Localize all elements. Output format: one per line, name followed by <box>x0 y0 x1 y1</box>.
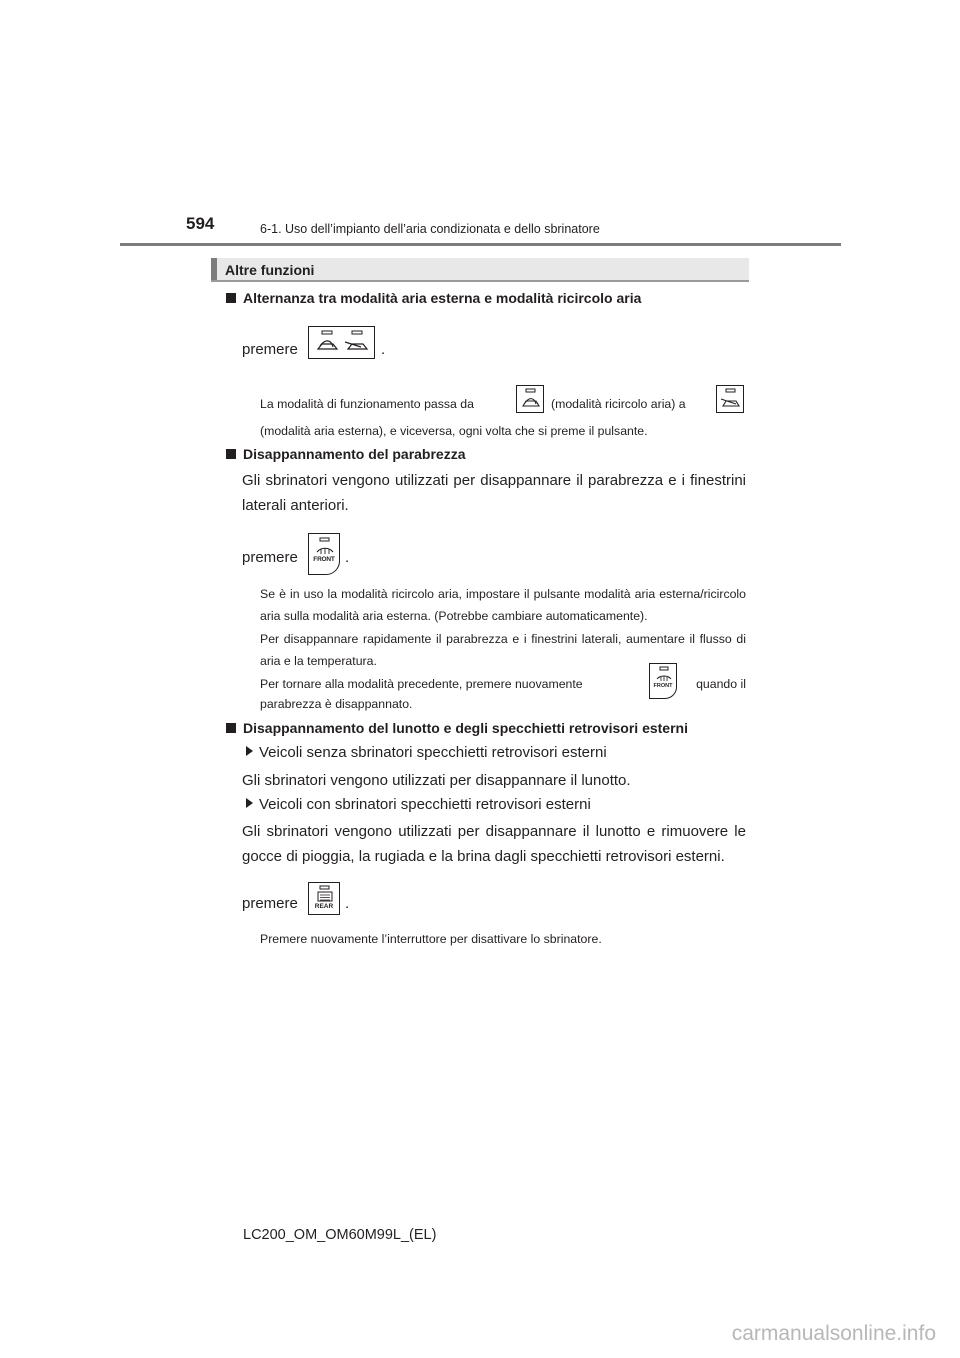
recirculation-button-graphic <box>309 327 376 360</box>
windshield-note-3-part2: quando il <box>696 677 746 691</box>
rear-defroster-graphic <box>309 883 341 916</box>
document-code: LC200_OM_OM60M99L_(EL) <box>243 1227 437 1243</box>
section-accent <box>211 258 217 280</box>
front-button-label: FRONT <box>313 556 335 563</box>
note-recirc-part2: (modalità ricircolo aria) a <box>551 397 686 411</box>
front-defroster-button-icon <box>308 533 340 575</box>
heading-recirculation-text: Alternanza tra modalità aria esterna e modalità ricircolo aria <box>243 290 642 306</box>
press-period: . <box>381 341 386 358</box>
heading-recirculation <box>226 290 641 306</box>
rear-body-1: Gli sbrinatori vengono utilizzati per disappannare il lunotto. <box>242 772 631 789</box>
square-bullet-icon <box>226 723 236 733</box>
heading-windshield-text: Disappannamento del parabrezza <box>243 446 466 462</box>
chapter-title: 6-1. Uso dell’impianto dell’aria condizionata e dello sbrinatore <box>260 222 600 236</box>
recirc-mode-graphic <box>517 386 545 414</box>
windshield-note-3-line2: parabrezza è disappannato. <box>260 697 413 711</box>
watermark: carmanualsonline.info <box>731 1322 936 1345</box>
press-period: . <box>345 549 350 566</box>
rear-variant-1 <box>246 744 607 761</box>
press-label: premere <box>242 549 298 566</box>
windshield-body: Gli sbrinatori vengono utilizzati per disappannare il parabrezza e i finestrini laterali anteriori. <box>242 472 746 514</box>
rear-defroster-button-icon <box>308 882 340 915</box>
heading-windshield <box>226 446 466 462</box>
rear-body-2: Gli sbrinatori vengono utilizzati per disappannare il lunotto e rimuovere le gocce di pioggia, la rugiada e la brina dagli specchietti retrovisori esterni. <box>242 823 746 865</box>
press-period: . <box>345 895 350 912</box>
page-number: 594 <box>186 214 215 233</box>
recirculation-button-icon <box>308 326 375 359</box>
press-label: premere <box>242 895 298 912</box>
windshield-note-1: Se è in uso la modalità ricircolo aria, impostare il pulsante modalità aria esterna/ricircolo aria sulla modalità aria esterna. (Potrebbe cambiare automaticamente). <box>260 587 746 623</box>
note-recirc-line2: (modalità aria esterna), e viceversa, ogni volta che si preme il pulsante. <box>260 424 648 438</box>
rear-variant-2 <box>246 796 591 813</box>
rear-note: Premere nuovamente l’interruttore per disattivare lo sbrinatore. <box>260 932 602 946</box>
heading-rear-text: Disappannamento del lunotto e degli specchietti retrovisori esterni <box>243 720 688 736</box>
rear-variant-2-text: Veicoli con sbrinatori specchietti retrovisori esterni <box>259 796 591 813</box>
rear-variant-1-text: Veicoli senza sbrinatori specchietti retrovisori esterni <box>259 744 607 761</box>
square-bullet-icon <box>226 449 236 459</box>
section-header <box>211 258 749 282</box>
front-defroster-graphic <box>309 534 341 576</box>
section-title: Altre funzioni <box>225 262 315 278</box>
heading-rear <box>226 720 688 736</box>
windshield-note-2: Per disappannare rapidamente il parabrezza e i finestrini laterali, aumentare il flusso di aria e la temperatura. <box>260 632 746 668</box>
triangle-bullet-icon <box>246 746 253 756</box>
fresh-air-mode-graphic <box>717 386 745 414</box>
front-small-label: FRONT <box>653 683 673 689</box>
fresh-air-mode-small-icon <box>716 385 744 413</box>
note-recirc-part1: La modalità di funzionamento passa da <box>260 397 474 411</box>
windshield-note-3-part1: Per tornare alla modalità precedente, premere nuovamente <box>260 677 583 691</box>
square-bullet-icon <box>226 293 236 303</box>
triangle-bullet-icon <box>246 798 253 808</box>
recirc-mode-small-icon <box>516 385 544 413</box>
header-rule <box>120 243 841 246</box>
press-label: premere <box>242 341 298 358</box>
rear-button-label: REAR <box>314 903 334 910</box>
